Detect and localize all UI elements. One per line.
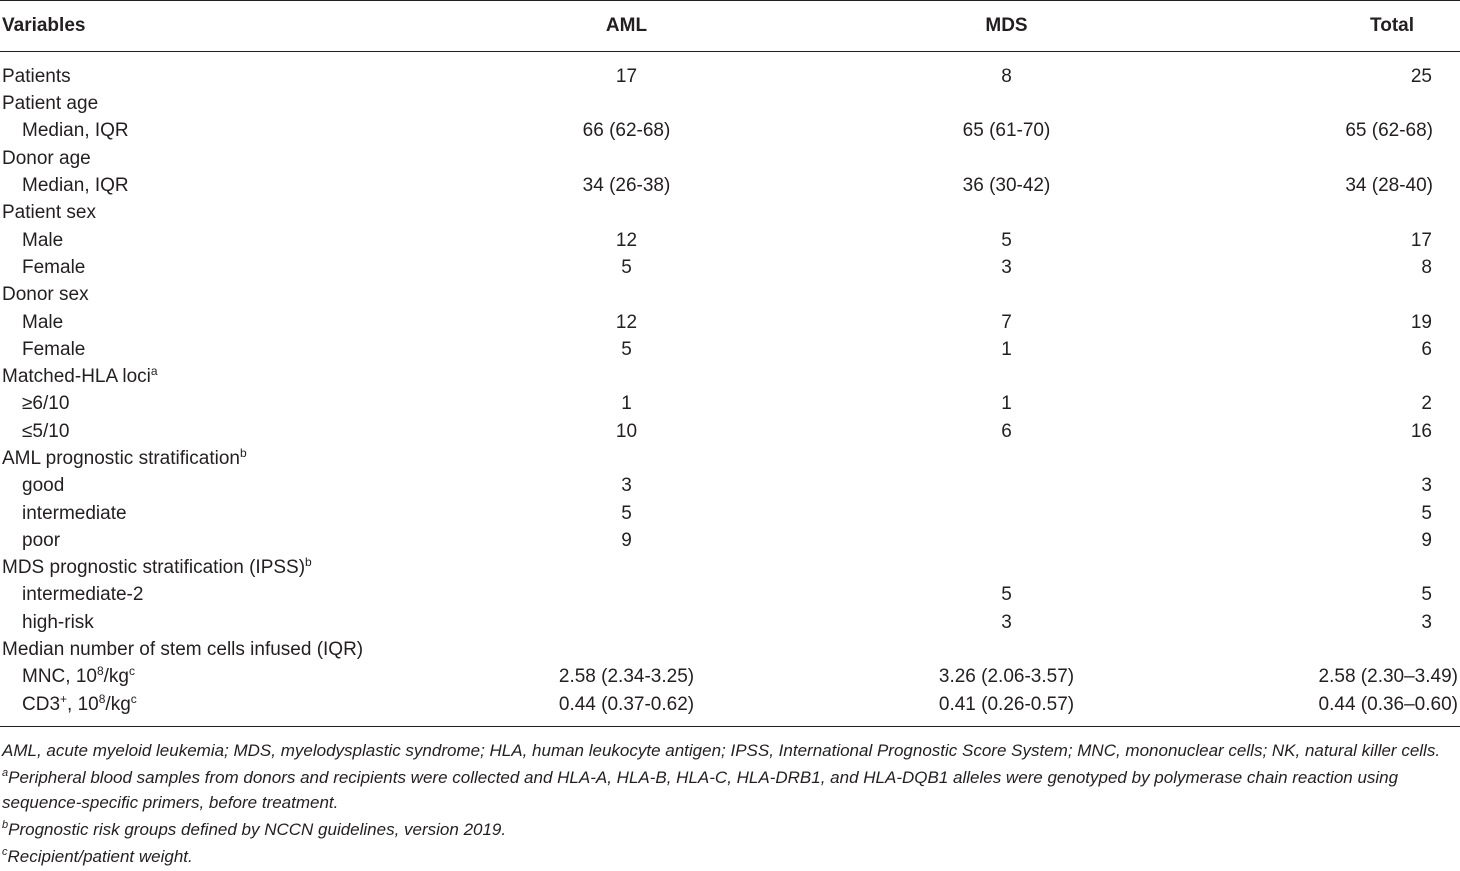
- footnote-marker: c: [130, 691, 137, 706]
- table-row: [0, 52, 1460, 91]
- cell-aml: [440, 445, 813, 472]
- table-row: [0, 336, 1460, 363]
- cell-mds: [813, 499, 1200, 526]
- table-row: [0, 172, 1460, 199]
- header-aml: AML: [440, 1, 813, 52]
- cell-aml: 12: [615, 229, 638, 251]
- cell-mds: 7: [1001, 311, 1012, 333]
- cell-total: 3: [1421, 475, 1432, 497]
- cell-aml: 34 (26-38): [582, 175, 671, 197]
- table-row: [0, 390, 1460, 417]
- row-label: Male: [22, 311, 64, 333]
- cell-aml: [440, 636, 813, 663]
- row-label-unit: /kg: [105, 693, 131, 715]
- cell-aml: [440, 554, 813, 581]
- table-row: [0, 499, 1460, 526]
- cell-mds: 3.26 (2.06-3.57): [938, 666, 1075, 688]
- cell-mds: 36 (30-42): [962, 175, 1051, 197]
- row-label: Female: [22, 256, 86, 278]
- table-row: [0, 581, 1460, 608]
- cell-mds: 3: [1001, 256, 1012, 278]
- cell-mds: 5: [1001, 584, 1012, 606]
- cell-aml: 9: [621, 529, 632, 551]
- cell-total: 2.58 (2.30–3.49): [1318, 666, 1458, 688]
- footnote-marker: b: [305, 555, 312, 570]
- cell-mds: [813, 445, 1200, 472]
- cell-aml: 10: [615, 420, 638, 442]
- cell-total: 25: [1410, 66, 1432, 87]
- table-footnotes: [2, 738, 1458, 871]
- row-label: Patient age: [2, 93, 99, 115]
- cell-mds: [813, 554, 1200, 581]
- cell-mds: 6: [1001, 420, 1012, 442]
- footnote-marker: c: [129, 664, 136, 679]
- exponent: 8: [98, 691, 106, 706]
- row-label: Donor sex: [2, 284, 89, 306]
- cell-total: 16: [1410, 420, 1432, 442]
- cell-mds: 5: [1001, 229, 1012, 251]
- cell-aml: 1: [621, 393, 632, 415]
- cell-mds: [813, 363, 1200, 390]
- table-row: [0, 145, 1460, 172]
- cell-total: 19: [1410, 311, 1432, 333]
- table-row: [0, 636, 1460, 663]
- row-label: intermediate: [22, 502, 127, 524]
- row-label: Donor age: [2, 147, 91, 169]
- cell-mds: 3: [1001, 611, 1012, 633]
- cell-aml: 5: [621, 338, 632, 360]
- cell-total: 9: [1421, 529, 1432, 551]
- table-row: [0, 554, 1460, 581]
- cell-total: 65 (62-68): [1345, 120, 1433, 142]
- table-row: [0, 445, 1460, 472]
- cell-aml: 0.44 (0.37-0.62): [440, 691, 813, 727]
- table-row: [0, 117, 1460, 144]
- cell-aml: 66 (62-68): [582, 120, 671, 142]
- table-row: [0, 90, 1460, 117]
- cell-total: [1200, 90, 1460, 117]
- footnote-abbreviations: AML, acute myeloid leukemia; MDS, myelodysplastic syndrome; HLA, human leukocyte antigen; IPSS, International Prognostic Score System; MNC, mononuclear cells; NK, natural killer cells.: [2, 741, 1441, 760]
- table-header: [0, 1, 1460, 52]
- cell-total: 17: [1410, 229, 1432, 251]
- row-label: Patients: [2, 66, 71, 87]
- cell-total: 2: [1421, 393, 1432, 415]
- row-label: ≥6/10: [22, 393, 70, 415]
- row-label: good: [22, 475, 65, 497]
- cell-aml: [440, 609, 813, 636]
- table-row: [0, 363, 1460, 390]
- row-label: high-risk: [22, 611, 94, 633]
- row-label: Median, IQR: [22, 175, 129, 197]
- cell-aml: [440, 90, 813, 117]
- cell-total: 34 (28-40): [1345, 175, 1433, 197]
- row-label-text: MDS prognostic stratification (IPSS): [2, 557, 306, 579]
- row-label: [0, 691, 440, 727]
- row-label: Female: [22, 338, 86, 360]
- cell-mds: [813, 199, 1200, 226]
- cell-aml: 3: [621, 475, 632, 497]
- cell-aml: 2.58 (2.34-3.25): [558, 666, 695, 688]
- row-label-mid: , 10: [67, 693, 99, 715]
- cell-mds: [813, 636, 1200, 663]
- cell-mds: 1: [1001, 338, 1012, 360]
- cell-aml: 5: [621, 502, 632, 524]
- cell-total: [1200, 554, 1460, 581]
- cell-aml: [440, 363, 813, 390]
- cell-mds: [813, 527, 1200, 554]
- row-label: Patient sex: [2, 202, 96, 224]
- cell-total: 5: [1421, 584, 1432, 606]
- table-row: [0, 199, 1460, 226]
- row-label: Median, IQR: [22, 120, 129, 142]
- table-row: [0, 663, 1460, 690]
- table-row: [0, 226, 1460, 253]
- table-row: [0, 281, 1460, 308]
- cell-total: [1200, 445, 1460, 472]
- cell-mds: 65 (61-70): [962, 120, 1051, 142]
- table-row: [0, 254, 1460, 281]
- row-label: [0, 554, 440, 581]
- row-label: ≤5/10: [22, 420, 70, 442]
- cell-aml: [440, 281, 813, 308]
- table-row: [0, 418, 1460, 445]
- footnote-mark-c: c: [2, 846, 8, 858]
- superscript-plus: +: [60, 691, 68, 706]
- cell-aml: 17: [615, 66, 638, 87]
- row-label-unit: /kg: [103, 666, 130, 688]
- cell-mds: 1: [1001, 393, 1012, 415]
- cell-mds: 0.41 (0.26-0.57): [813, 691, 1200, 727]
- row-label-text: AML prognostic stratification: [2, 448, 240, 469]
- row-label-text: MNC, 10: [22, 666, 97, 688]
- row-label: Male: [22, 229, 64, 251]
- cell-total: [1200, 363, 1460, 390]
- table-row: [0, 308, 1460, 335]
- footnote-a-text: Peripheral blood samples from donors and recipients were collected and HLA-A, HLA-B, HLA-C, HLA-DRB1, and HLA-DQB1 alleles were genotyped by polymerase chain reaction using sequence-specific primers, before treatment.: [2, 768, 1399, 812]
- cell-aml: [440, 199, 813, 226]
- row-label: poor: [22, 529, 61, 551]
- cell-aml: 5: [621, 256, 632, 278]
- row-label: intermediate-2: [22, 584, 144, 606]
- row-label: Median number of stem cells infused (IQR): [2, 639, 364, 661]
- header-row: [0, 1, 1460, 52]
- table-row: [0, 527, 1460, 554]
- row-label-text: Matched-HLA loci: [2, 366, 151, 388]
- footnote-c: [2, 844, 1458, 869]
- row-label: [0, 445, 440, 472]
- row-label-text: CD3: [22, 693, 61, 715]
- cell-total: 5: [1421, 502, 1432, 524]
- table-row: [0, 472, 1460, 499]
- footnote-marker: a: [150, 364, 158, 379]
- header-total: Total: [1200, 1, 1460, 52]
- cell-total: [1200, 281, 1460, 308]
- cell-total: 6: [1421, 338, 1432, 360]
- footnote-b: [2, 817, 1458, 842]
- table-row: [0, 691, 1460, 727]
- table-row: [0, 609, 1460, 636]
- cell-mds: [813, 472, 1200, 499]
- cell-mds: [813, 145, 1200, 172]
- cell-aml: [440, 581, 813, 608]
- cell-aml: [440, 145, 813, 172]
- cell-aml: 12: [615, 311, 638, 333]
- footnote-a: [2, 765, 1458, 815]
- cell-total: [1200, 199, 1460, 226]
- footnote-mark-b: b: [2, 819, 9, 831]
- cell-total: 0.44 (0.36–0.60): [1200, 691, 1460, 727]
- cell-total: [1200, 145, 1460, 172]
- cell-mds: [813, 281, 1200, 308]
- header-mds: MDS: [813, 1, 1200, 52]
- cell-total: 8: [1421, 256, 1432, 278]
- cell-mds: 8: [1001, 66, 1012, 87]
- header-variables: Variables: [0, 1, 440, 52]
- footnote-mark-a: a: [2, 767, 9, 779]
- cell-total: 3: [1421, 611, 1432, 633]
- footnote-marker: b: [239, 446, 247, 460]
- footnote-c-text: Recipient/patient weight.: [7, 847, 193, 866]
- row-label: [0, 663, 440, 690]
- footnote-b-text: Prognostic risk groups defined by NCCN guidelines, version 2019.: [8, 820, 507, 839]
- cell-mds: [813, 90, 1200, 117]
- table-body: [0, 52, 1460, 727]
- exponent: 8: [96, 664, 104, 679]
- cell-total: [1200, 636, 1460, 663]
- row-label: [0, 363, 440, 390]
